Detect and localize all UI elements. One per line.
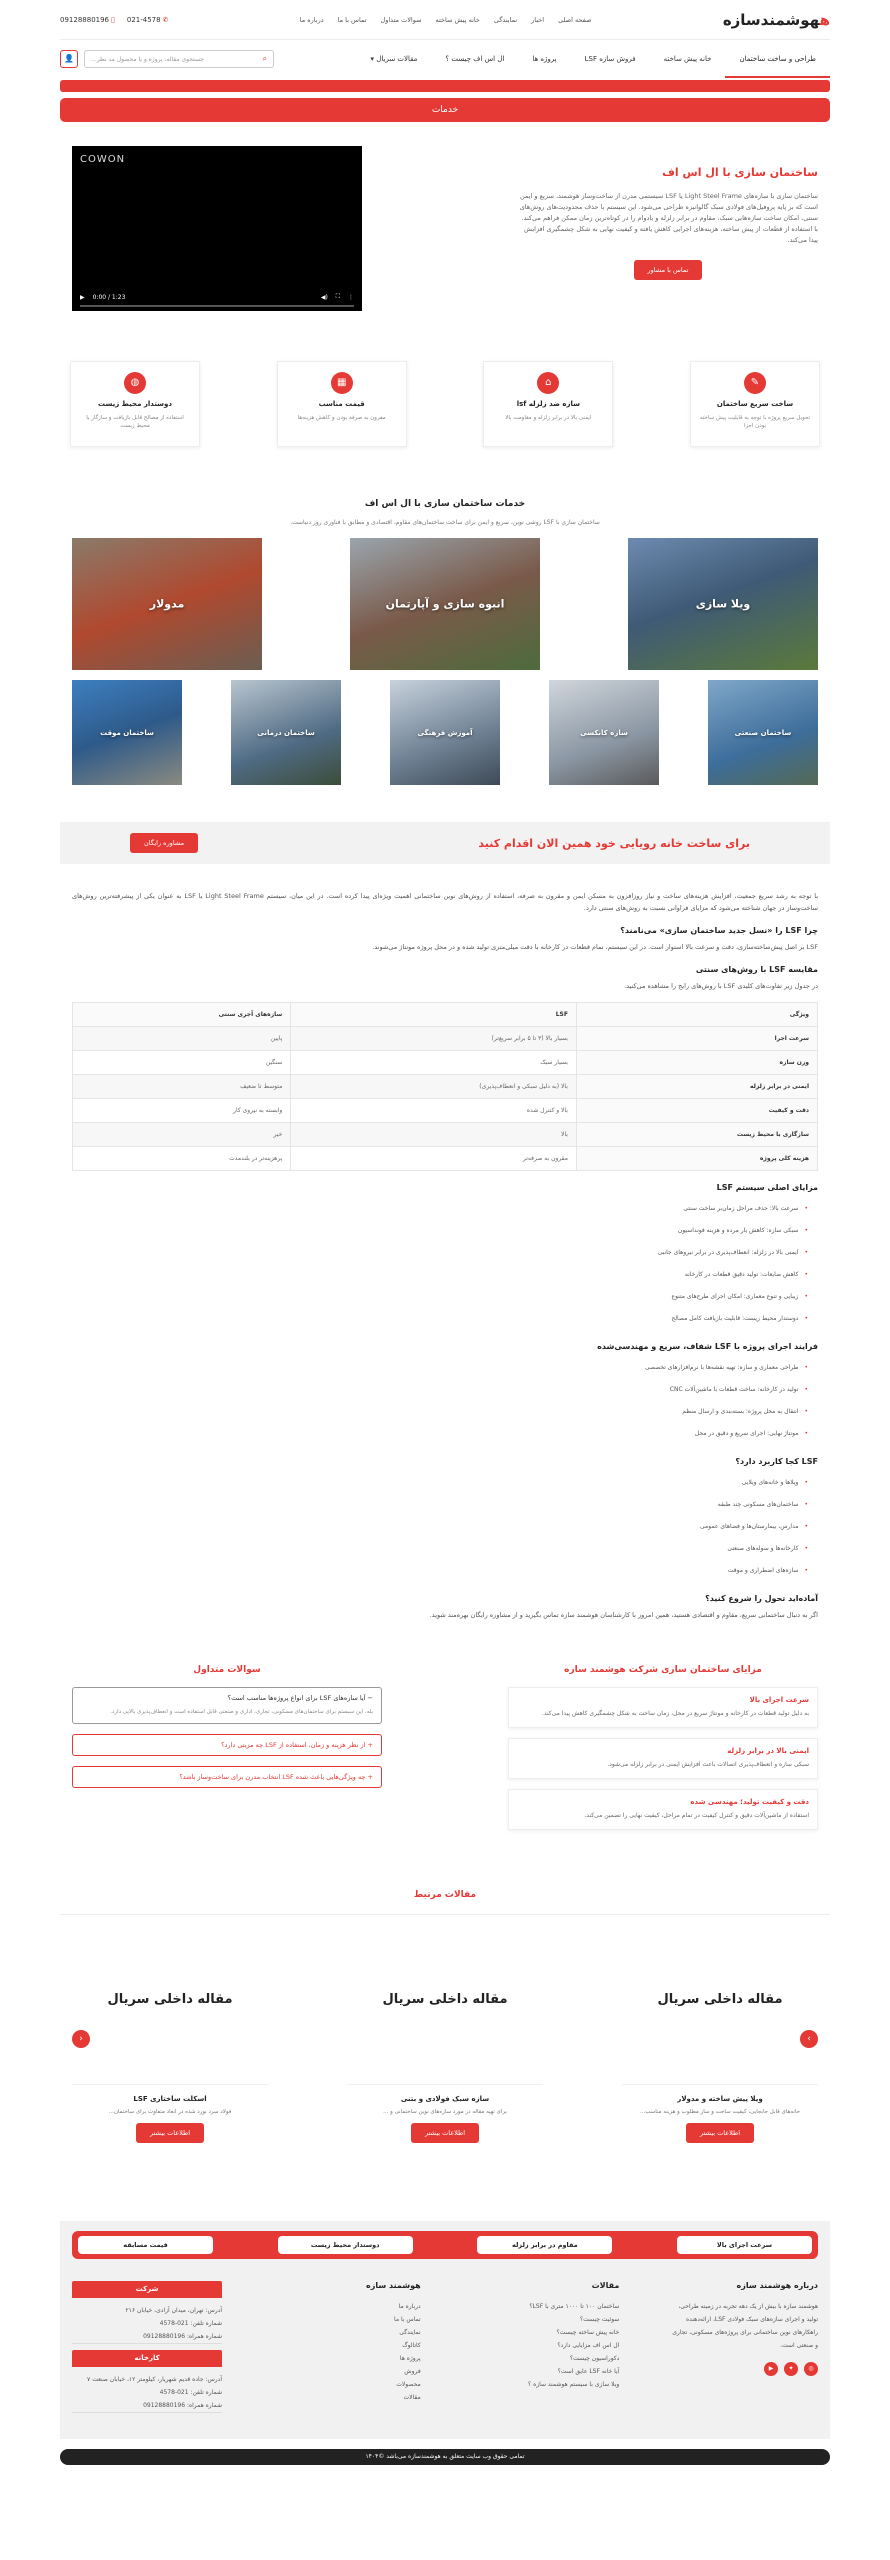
faq-item[interactable] <box>72 1687 382 1724</box>
list-item: • سازه‌های اضطراری و موقت <box>72 1560 808 1582</box>
menu-item[interactable]: ال اس اف چیست ؟ <box>445 55 505 63</box>
video-controls <box>80 293 354 301</box>
table-row <box>73 1147 818 1171</box>
table-cell: سنگین <box>73 1051 291 1075</box>
social-links <box>668 2362 818 2376</box>
footer-strip <box>72 2231 818 2259</box>
mobile-link[interactable]: ▯09128880196 <box>60 15 115 24</box>
advantage-title: دقت و کیفیت تولید؛ مهندسی شده <box>690 1798 809 1806</box>
branch-line: شماره همراه: 09128880196 <box>143 2333 223 2340</box>
advantage-card <box>508 1738 818 1779</box>
table-cell: خیر <box>73 1123 291 1147</box>
page <box>60 0 830 2475</box>
related-title: مقالات مرتبط <box>413 1890 477 1900</box>
table-row <box>73 1123 818 1147</box>
card-title: ویلا پیش ساخته و مدولار <box>677 2095 763 2103</box>
branch-title: کارخانه <box>72 2350 222 2367</box>
table-cell: بالا و کنترل شده <box>291 1099 577 1123</box>
card-title: سازه سبک فولادی و بتنی <box>400 2095 490 2103</box>
table-header: ویژگی <box>576 1003 817 1027</box>
advantage-text: به دلیل تولید قطعات در کارخانه و مونتاژ سریع در محل، زمان ساخت به شکل چشمگیری کاهش پیدا می‌کند. <box>541 1710 809 1717</box>
menu-item[interactable]: پروژه ها <box>532 55 557 63</box>
article-card[interactable] <box>347 1915 543 2170</box>
card-thumb: مقاله داخلی سریال <box>72 1915 268 2085</box>
article-heading: فرایند اجرای پروژه با LSF شفاف، سریع و مهندسی‌شده <box>597 1342 818 1351</box>
feature-title: سازه ضد زلزله lsf <box>516 400 580 408</box>
table-cell: سرعت اجرا <box>576 1027 817 1051</box>
article-heading: مزایای اصلی سیستم LSF <box>716 1183 818 1192</box>
article-heading: چرا LSF را «نسل جدید ساختمان سازی» می‌نامند؟ <box>620 926 818 935</box>
list-item: • کاهش ضایعات: تولید دقیق قطعات در کارخانه <box>72 1264 808 1286</box>
service-tile[interactable]: ساختمان درمانی <box>231 680 341 785</box>
top-link[interactable]: اخبار <box>531 15 545 24</box>
more-button[interactable]: اطلاعات بیشتر <box>411 2123 479 2143</box>
table-cell: پرهزینه‌تر در بلندمدت <box>73 1147 291 1171</box>
wrench-icon: ✎ <box>744 372 766 394</box>
service-tile[interactable]: ساختمان صنعتی <box>708 680 818 785</box>
footer-link[interactable]: کاتالوگ <box>402 2342 421 2349</box>
video-player[interactable] <box>72 146 362 311</box>
video-progress[interactable] <box>80 305 354 307</box>
footer-about <box>668 2281 818 2419</box>
globe-icon: ◍ <box>124 372 146 394</box>
faq-question: آیا سازه‌های LSF برای انواع پروژه‌ها مناسب است؟ <box>227 1694 366 1702</box>
list-item: • کارخانه‌ها و سوله‌های صنعتی <box>72 1538 808 1560</box>
service-tile[interactable]: مدولار <box>72 538 262 670</box>
advantage-text: استفاده از ماشین‌آلات دقیق و کنترل کیفیت در تمام مراحل، کیفیت نهایی را تضمین می‌کند. <box>584 1812 809 1819</box>
footer-articles <box>469 2281 619 2419</box>
page-title-bar <box>60 98 830 122</box>
feature-title: ساخت سریع ساختمان <box>716 400 794 408</box>
services-title: خدمات ساختمان سازی با ال اس اف <box>364 499 526 509</box>
branch-line: شماره تلفن: 021-4578 <box>159 2389 223 2396</box>
branch-line: آدرس: تهران، میدان آزادی، خیابان ۲۱۶ <box>125 2307 223 2314</box>
advantage-title: سرعت اجرای بالا <box>749 1696 809 1704</box>
plus-icon: + <box>367 1773 373 1781</box>
service-tile[interactable]: انبوه سازی و آپارتمان <box>350 538 540 670</box>
footer-company <box>271 2281 421 2419</box>
top-links <box>300 16 592 24</box>
fullscreen-icon[interactable]: ⛶ <box>335 293 340 300</box>
page-title: خدمات <box>431 105 459 115</box>
list-item: • انتقال به محل پروژه: بسته‌بندی و ارسال منظم <box>72 1401 808 1423</box>
logo[interactable]: ههوشمندسازه <box>722 10 830 29</box>
more-icon[interactable]: ⋮ <box>348 293 354 301</box>
article-heading: LSF کجا کاربرد دارد؟ <box>735 1457 818 1466</box>
table-header-row <box>73 1003 818 1027</box>
top-link[interactable]: سوالات متداول <box>380 15 422 24</box>
branch-line: آدرس: جاده قدیم شهریار، کیلومتر ۱۲، خیابان صنعت ۷ <box>87 2376 223 2383</box>
services-grid-big <box>60 538 830 670</box>
advantages-list <box>72 1198 818 1330</box>
article-heading: آماده‌اید تحول را شروع کنید؟ <box>705 1594 818 1603</box>
free-consult-button[interactable]: مشاوره رایگان <box>130 833 198 853</box>
play-icon[interactable]: ▶ <box>80 293 85 301</box>
phone-icon: ✆ <box>162 15 169 24</box>
feature-title: قیمت مناسب <box>318 400 365 408</box>
list-item: • سرعت بالا: حذف مراحل زمان‌بر ساخت سنتی <box>72 1198 808 1220</box>
table-row <box>73 1051 818 1075</box>
feature-card <box>70 361 200 447</box>
footer-link[interactable]: آیا خانه LSF عایق است؟ <box>557 2368 620 2375</box>
article-card[interactable] <box>72 1915 268 2170</box>
youtube-icon[interactable]: ▶ <box>764 2362 778 2376</box>
article-paragraph: اگر به دنبال ساختمانی سریع، مقاوم و اقتصادی هستید، همین امروز با کارشناسان هوشمند سازه تماس بگیرید و از مشاوره رایگان بهره‌مند شوید. <box>429 1611 818 1619</box>
branch-line: شماره تلفن: 021-4578 <box>159 2320 223 2327</box>
red-strip <box>60 80 830 92</box>
menu-item[interactable]: خانه پیش ساخته <box>663 55 712 63</box>
user-button[interactable] <box>60 50 78 68</box>
services-header <box>60 499 830 526</box>
faq-column <box>72 1665 382 1840</box>
advantage-text: سبکی سازه و انعطاف‌پذیری اتصالات باعث افزایش ایمنی در برابر زلزله می‌شود. <box>607 1761 809 1768</box>
card-text: برای تهیه مقاله در مورد سازه‌های نوین ساختمانی و ... <box>383 2109 507 2115</box>
faq-question: چه ویژگی‌هایی باعث شده LSF انتخاب مدرن برای ساخت‌وساز باشد؟ <box>179 1773 366 1781</box>
footer-about-text: هوشمند سازه با بیش از یک دهه تجربه در زمینه طراحی، تولید و اجرای سازه‌های سبک فولادی LSF، ارائه‌دهنده راهکارهای نوین ساختمانی برای پروژه‌های مسکونی، تجاری و صنعتی است. <box>672 2303 818 2349</box>
branch-factory <box>72 2350 222 2413</box>
advantage-card <box>508 1789 818 1830</box>
faq-question: از نظر هزینه و زمان، استفاده از LSF چه مزیتی دارد؟ <box>221 1741 366 1749</box>
list-item: • مونتاژ نهایی: اجرای سریع و دقیق در محل <box>72 1423 808 1445</box>
footer-link[interactable]: درباره ما <box>398 2303 421 2310</box>
more-button[interactable]: اطلاعات بیشتر <box>686 2123 754 2143</box>
table-cell: وابسته به نیروی کار <box>73 1099 291 1123</box>
cta-banner <box>60 822 830 864</box>
menu <box>357 40 830 78</box>
strip-item: مقاوم در برابر زلزله <box>477 2236 612 2254</box>
footer-link[interactable]: نمایندگی <box>399 2329 421 2336</box>
table-cell: متوسط تا ضعیف <box>73 1075 291 1099</box>
main-nav <box>60 40 830 78</box>
table-row <box>73 1075 818 1099</box>
feature-text: تحویل سریع پروژه با توجه به قابلیت پیش ساخته بودن اجزا <box>699 415 811 429</box>
card-title: اسکلت ساختاری LSF <box>133 2095 207 2103</box>
hero-paragraph: ساختمان سازی با سازه‌های Light Steel Frame یا LSF سیستمی مدرن از ساخت‌وساز هوشمند، سریع و ایمن است که بر پایه پروفیل‌های فولادی سبک گالوانیزه طراحی می‌شود. این سیستم با حذف محدودیت‌های روش‌های سنتی، امکان ساخت سازه‌هایی سبک، مقاوم در برابر زلزله و بادوام را در کوتاه‌ترین زمان ممکن فراهم می‌کند. با استفاده از قطعات از پیش ساخته، هزینه‌های اجرایی کاهش یافته و کیفیت نهایی به شکل چشمگیری افزایش پیدا می‌کند. <box>519 192 818 244</box>
table-cell: سازگاری با محیط زیست <box>576 1123 817 1147</box>
related-articles <box>60 1890 830 2169</box>
related-slider <box>60 1914 830 2169</box>
table-cell: بسیار سبک <box>291 1051 577 1075</box>
footer-link[interactable]: دکوراسیون چیست؟ <box>569 2355 620 2362</box>
hero-text <box>518 146 818 311</box>
article <box>60 890 830 1621</box>
copyright-bar <box>60 2449 830 2465</box>
feature-card <box>277 361 407 447</box>
footer-link[interactable]: سوئیت چیست؟ <box>579 2316 620 2323</box>
feature-text: مقرون به صرفه بودن و کاهش هزینه‌ها <box>297 415 386 421</box>
feature-text: استفاده از مصالح قابل بازیافت و سازگار با محیط زیست <box>86 415 184 429</box>
faq-item[interactable] <box>72 1766 382 1788</box>
article-card[interactable] <box>622 1915 818 2170</box>
usage-list <box>72 1472 818 1582</box>
strip-item: قیمت مسابقه <box>78 2236 213 2254</box>
table-cell: ایمنی در برابر زلزله <box>576 1075 817 1099</box>
feature-text: ایمنی بالا در برابر زلزله و مقاومت بالا <box>505 415 592 421</box>
list-item: • ایمنی بالا در زلزله: انعطاف‌پذیری در برابر نیروهای جانبی <box>72 1242 808 1264</box>
menu-item-dropdown[interactable]: مقالات سریال ▾ <box>370 55 418 63</box>
video-brand: COWON <box>80 154 126 165</box>
hero-title: ساختمان سازی با ال اس اف <box>662 166 818 179</box>
menu-item[interactable]: فروش سازه LSF <box>584 55 636 63</box>
table-cell: پایین <box>73 1027 291 1051</box>
advantage-title: ایمنی بالا در برابر زلزله <box>727 1747 809 1755</box>
footer-link[interactable]: فروش <box>404 2368 421 2375</box>
advantages-faq <box>60 1665 830 1840</box>
table-cell: هزینه کلی پروژه <box>576 1147 817 1171</box>
strip-item: سرعت اجرای بالا <box>677 2236 812 2254</box>
table-header: LSF <box>291 1003 577 1027</box>
table-cell: وزن سازه <box>576 1051 817 1075</box>
service-tile[interactable]: آموزش فرهنگی <box>390 680 500 785</box>
list-item: • زیبایی و تنوع معماری: امکان اجرای طرح‌های متنوع <box>72 1286 808 1308</box>
branch-line: شماره همراه: 09128880196 <box>143 2402 223 2409</box>
phone-link[interactable]: ✆021-4578 <box>126 15 169 24</box>
advantages-title: مزایای ساختمان سازی شرکت هوشمند سازه <box>564 1665 762 1675</box>
table-row <box>73 1027 818 1051</box>
table-header: سازه‌های آجری سنتی <box>73 1003 291 1027</box>
search-area <box>60 50 274 68</box>
list-item: • تولید در کارخانه: ساخت قطعات با ماشین‌آلات CNC <box>72 1379 808 1401</box>
mobile-icon: ▯ <box>111 15 115 24</box>
footer-link[interactable]: ساختمان ۱۰۰ تا ۱۰۰۰ متری با LSF؟ <box>529 2303 620 2310</box>
card-thumb: مقاله داخلی سریال <box>622 1915 818 2085</box>
article-paragraph: LSF بر اصل پیش‌ساخته‌سازی، دقت و سرعت بالا استوار است. در این سیستم، تمام قطعات در کارخانه با دقت میلی‌متری تولید شده و در محل پروژه مونتاژ می‌شوند. <box>372 943 818 951</box>
list-item: • ساختمان‌های مسکونی چند طبقه <box>72 1494 808 1516</box>
list-item: • طراحی معماری و سازه: تهیه نقشه‌ها با نرم‌افزارهای تخصصی <box>72 1357 808 1379</box>
top-link[interactable]: درباره ما <box>299 15 324 24</box>
top-contact <box>60 16 168 24</box>
faq-item[interactable] <box>72 1734 382 1756</box>
footer-columns <box>72 2281 818 2419</box>
top-bar <box>60 0 830 40</box>
faq-title: سوالات متداول <box>193 1665 261 1675</box>
feature-card <box>483 361 613 447</box>
search-icon[interactable]: ⌕ <box>262 54 267 63</box>
strip-item: دوستدار محیط زیست <box>278 2236 413 2254</box>
top-link[interactable]: صفحه اصلی <box>558 15 592 24</box>
slider-next-icon[interactable]: › <box>800 2030 818 2048</box>
footer-heading: هوشمند سازه <box>366 2281 421 2290</box>
cta-title: برای ساخت خانه رویایی خود همین الان اقدام کنید <box>478 836 750 850</box>
feature-title: دوستدار محیط زیست <box>98 400 173 408</box>
search-input[interactable]: ⌕ جستجوی مقاله، پروژه و یا محصول مد نظر... <box>84 50 274 68</box>
top-link[interactable]: خانه پیش ساخته <box>435 15 480 24</box>
plus-icon: + <box>367 1741 373 1749</box>
table-row <box>73 1099 818 1123</box>
footer-link[interactable]: پروژه ها <box>399 2355 421 2362</box>
card-text: خانه‌های قابل جابجایی، کیفیت ساخت و ساز مطلوب و هزینه مناسب... <box>639 2109 800 2115</box>
list-item: • مدارس، بیمارستان‌ها و فضاهای عمومی <box>72 1516 808 1538</box>
video-time: 0:00 / 1:23 <box>92 293 126 301</box>
footer-link[interactable]: ویلا سازی با سیستم هوشمند سازه ؟ <box>528 2381 620 2388</box>
footer-link[interactable]: تماس با ما <box>394 2316 421 2323</box>
chevron-down-icon: ▾ <box>370 55 375 63</box>
top-link[interactable]: نمایندگی <box>493 15 518 24</box>
compare-table <box>72 1002 818 1171</box>
service-tile[interactable]: ویلا سازی <box>628 538 818 670</box>
feature-card <box>690 361 820 447</box>
menu-item[interactable]: طراحی و ساخت ساختمان <box>725 40 830 78</box>
footer-heading: مقالات <box>591 2281 620 2290</box>
footer-link[interactable]: مقالات <box>403 2394 421 2401</box>
article-paragraph: در جدول زیر تفاوت‌های کلیدی LSF با روش‌های رایج را مشاهده می‌کنید. <box>624 982 818 990</box>
calc-icon: ▦ <box>331 372 353 394</box>
list-item: • ویلاها و خانه‌های ویلایی <box>72 1472 808 1494</box>
article-intro: با توجه به رشد سریع جمعیت، افزایش هزینه‌های ساخت و نیاز روزافزون به مسکن ایمن و مقرون به صرفه، استفاده از روش‌های نوین ساختمانی اهمیت ویژه‌ای پیدا کرده است. در این میان، سیستم Light Steel Frame یا LSF به عنوان یکی از پیشرفته‌ترین روش‌های ساخت‌وساز در جهان شناخته می‌شود که مزایای فراوانی نسبت به روش‌های سنتی دارد. <box>72 892 819 912</box>
minus-icon: − <box>367 1694 373 1702</box>
volume-icon[interactable]: ◀) <box>320 293 328 301</box>
service-tile[interactable]: سازه کانکسی <box>549 680 659 785</box>
process-list <box>72 1357 818 1445</box>
twitter-icon[interactable]: ✦ <box>784 2362 798 2376</box>
list-item: • دوستدار محیط زیست: قابلیت بازیافت کامل مصالح <box>72 1308 808 1330</box>
service-tile[interactable]: ساختمان موقت <box>72 680 182 785</box>
user-icon: 👤 <box>64 54 74 63</box>
table-cell: بسیار بالا (۳ تا ۵ برابر سریع‌تر) <box>291 1027 577 1051</box>
consult-button[interactable]: تماس با مشاور <box>634 260 703 280</box>
advantages-column <box>508 1665 818 1840</box>
services-subtitle: ساختمان سازی با LSF روشی نوین، سریع و ایمن برای ساخت ساختمان‌های مقاوم، اقتصادی و مطابق با فناوری روز دنیاست. <box>290 519 600 526</box>
card-text: فولاد سرد نورد شده در ابعاد متفاوت برای ساختمان... <box>108 2109 232 2115</box>
services-grid-small <box>60 680 830 785</box>
slider-prev-icon[interactable]: ‹ <box>72 2030 90 2048</box>
footer-branches <box>72 2281 222 2419</box>
card-thumb: مقاله داخلی سریال <box>347 1915 543 2085</box>
top-link[interactable]: تماس با ما <box>337 15 367 24</box>
features <box>60 361 830 447</box>
branch-title: شرکت <box>72 2281 222 2298</box>
branch-office <box>72 2281 222 2344</box>
instagram-icon[interactable]: ◎ <box>804 2362 818 2376</box>
footer-link[interactable]: محصولات <box>396 2381 421 2388</box>
table-cell: دقت و کیفیت <box>576 1099 817 1123</box>
table-cell: بالا (به دلیل سبکی و انعطاف‌پذیری) <box>291 1075 577 1099</box>
faq-answer: بله، این سیستم برای ساختمان‌های مسکونی، تجاری، اداری و صنعتی قابل استفاده است و انعطاف‌پذیری بالایی دارد. <box>110 1709 373 1715</box>
footer-link[interactable]: ال اس اف مزایایی دارد؟ <box>557 2342 620 2349</box>
more-button[interactable]: اطلاعات بیشتر <box>136 2123 204 2143</box>
copyright-text: تمامی حقوق وب سایت متعلق به هوشمندسازه می‌باشد ©۱۴۰۴ <box>365 2453 525 2460</box>
list-item: • سبکی سازه: کاهش بار مرده و هزینه فونداسیون <box>72 1220 808 1242</box>
table-cell: مقرون به صرفه‌تر <box>291 1147 577 1171</box>
home-icon: ⌂ <box>537 372 559 394</box>
hero <box>60 146 830 311</box>
footer-link[interactable]: خانه پیش ساخته چیست؟ <box>556 2329 620 2336</box>
table-cell: بالا <box>291 1123 577 1147</box>
advantage-card <box>508 1687 818 1728</box>
article-heading: مقایسه LSF با روش‌های سنتی <box>695 965 818 974</box>
footer <box>60 2221 830 2439</box>
footer-heading: درباره هوشمند سازه <box>736 2281 818 2290</box>
